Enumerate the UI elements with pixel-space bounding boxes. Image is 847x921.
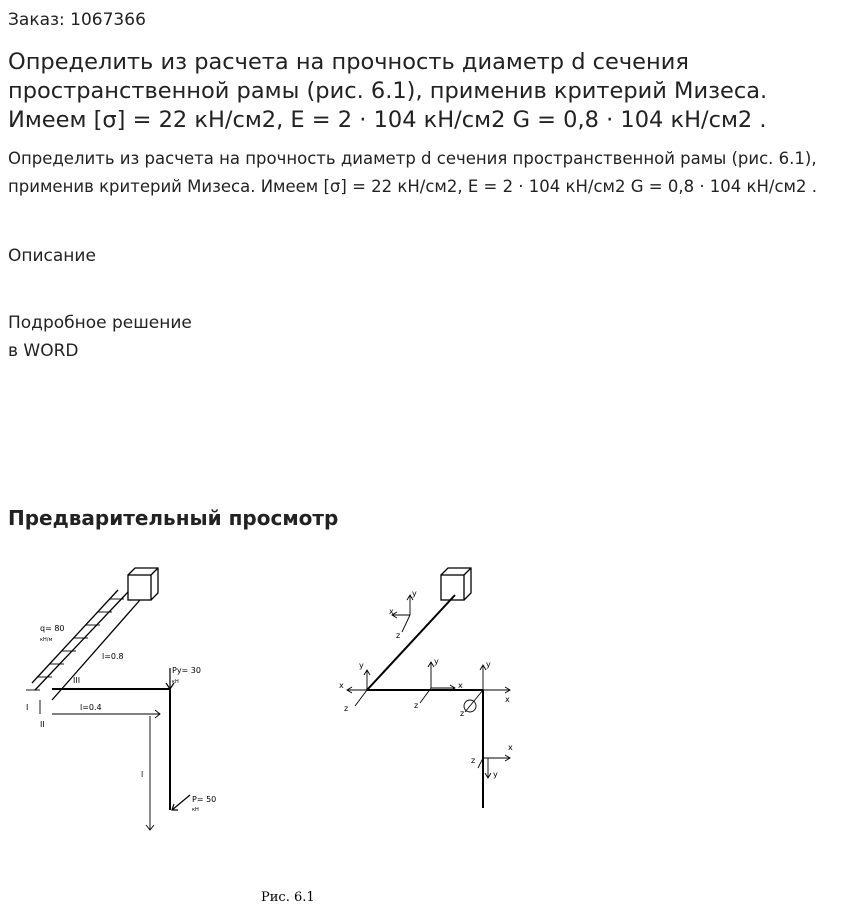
solution-line-1: Подробное решение — [8, 313, 192, 333]
label-l2: l=0.4 — [80, 703, 102, 712]
right-support-cube — [441, 568, 471, 600]
label-l1: l=0.8 — [102, 652, 124, 661]
axis-label-y-corner: y — [486, 660, 491, 669]
label-px: P= 50 — [192, 795, 217, 804]
axis-label-z-corner: z — [460, 709, 465, 718]
axis-label-z-low: z — [471, 756, 476, 765]
order-number: Заказ: 1067366 — [8, 10, 146, 30]
right-frame-drawing — [339, 568, 513, 808]
support-cube — [128, 568, 158, 600]
horizontal-member — [52, 689, 170, 810]
label-px-unit: кН — [192, 807, 199, 813]
solution-info — [8, 309, 192, 365]
label-section-2: II — [40, 720, 45, 729]
label-section-3: III — [73, 676, 81, 685]
axis-label-y-top: y — [412, 589, 417, 598]
label-section-1: I — [26, 703, 29, 712]
label-py: Py= 30 — [172, 666, 201, 675]
axis-label-x-corner: x — [505, 695, 510, 704]
axis-label-z-top: z — [396, 631, 401, 640]
axis-label-z-mid: z — [414, 701, 419, 710]
left-labels — [26, 624, 216, 813]
axis-label-x-top: x — [389, 607, 394, 616]
axis-label-x-mid: x — [458, 681, 463, 690]
page-title: Определить из расчета на прочность диаметр d сечения пространственной рамы (рис. 6.1), применив критерий Мизеса. Имеем [σ] = 22 кН/см2, E = 2 · 104 кН/см2 G = 0,8 · 104 кН/см2 . — [8, 49, 768, 133]
label-py-unit: кН — [172, 679, 179, 685]
preview-heading: Предварительный просмотр — [8, 506, 339, 530]
label-l: l — [141, 770, 144, 779]
label-q: q= 80 — [40, 624, 65, 633]
frame-figure — [0, 540, 560, 885]
label-q-unit: кН/м — [40, 637, 53, 643]
axis-label-y-mid: y — [434, 657, 439, 666]
axis-label-x-low: x — [508, 743, 513, 752]
axis-label-x-left: x — [339, 681, 344, 690]
inclined-beam — [32, 590, 140, 700]
axis-label-z-left: z — [344, 704, 349, 713]
figure-caption: Рис. 6.1 — [261, 890, 315, 905]
right-labels — [339, 589, 513, 779]
axis-label-y-low: y — [493, 770, 498, 779]
left-frame-drawing — [26, 568, 216, 830]
solution-line-2: в WORD — [8, 341, 79, 361]
description-label: Описание — [8, 246, 96, 266]
dimension-lines — [40, 700, 160, 830]
axis-label-y-left: y — [359, 661, 364, 670]
problem-description: Определить из расчета на прочность диаметр d сечения пространственной рамы (рис. 6.1), применив критерий Мизеса. Имеем [σ] = 22 кН/см2, E = 2 · 104 кН/см2 G = 0,8 · 104 кН/см2 . — [8, 149, 817, 196]
